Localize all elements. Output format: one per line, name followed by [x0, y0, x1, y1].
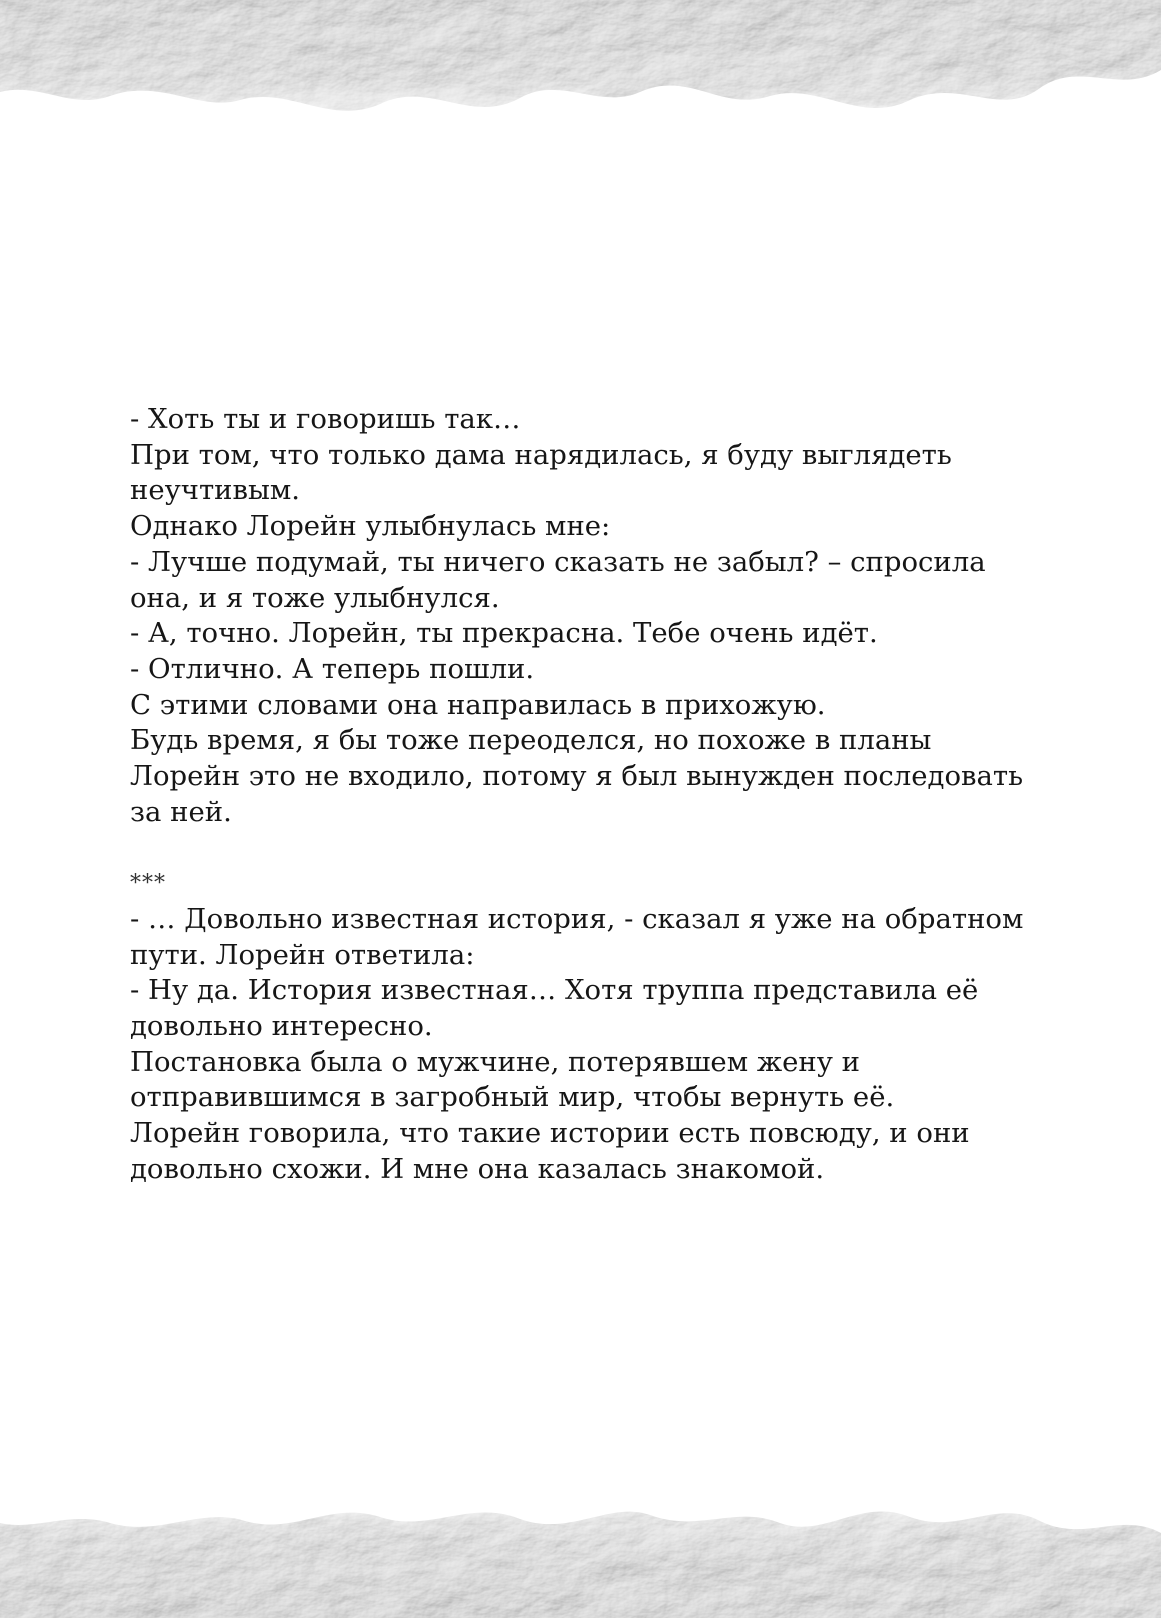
- paragraph: С этими словами она направилась в прихожую.: [130, 688, 826, 721]
- paragraph: - Лучше подумай, ты ничего сказать не забыл? – спросила она, и я тоже улыбнулся.: [130, 545, 986, 614]
- scene-separator: ***: [130, 871, 166, 897]
- paragraph: Постановка была о мужчине, потерявшем жену и отправившимся в загробный мир, чтобы вернуть её.: [130, 1045, 895, 1114]
- paragraph: Однако Лорейн улыбнулась мне:: [130, 510, 611, 543]
- page-text: [130, 402, 1030, 1187]
- paragraph: Лорейн говорила, что такие истории есть повсюду, и они довольно схожи. И мне она казалась знакомой.: [130, 1117, 970, 1185]
- paragraph: - Ну да. История известная… Хотя труппа представила её довольно интересно.: [130, 974, 979, 1042]
- paragraph: - А, точно. Лорейн, ты прекрасна. Тебе очень идёт.: [130, 617, 878, 650]
- paragraph: - Отлично. А теперь пошли.: [130, 652, 535, 685]
- frost-border-bottom: [0, 1473, 1161, 1618]
- blank-line: [130, 830, 1030, 866]
- paragraph: - Хоть ты и говоришь так…: [130, 403, 521, 435]
- frost-border-top: [0, 0, 1161, 145]
- paragraph: При том, что только дама нарядилась, я буду выглядеть неучтивым.: [130, 438, 952, 507]
- paragraph: Будь время, я бы тоже переоделся, но похоже в планы Лорейн это не входило, потому я был вынужден последовать за ней.: [130, 724, 1024, 828]
- paragraph: - … Довольно известная история, - сказал я уже на обратном пути. Лорейн ответила:: [130, 902, 1024, 971]
